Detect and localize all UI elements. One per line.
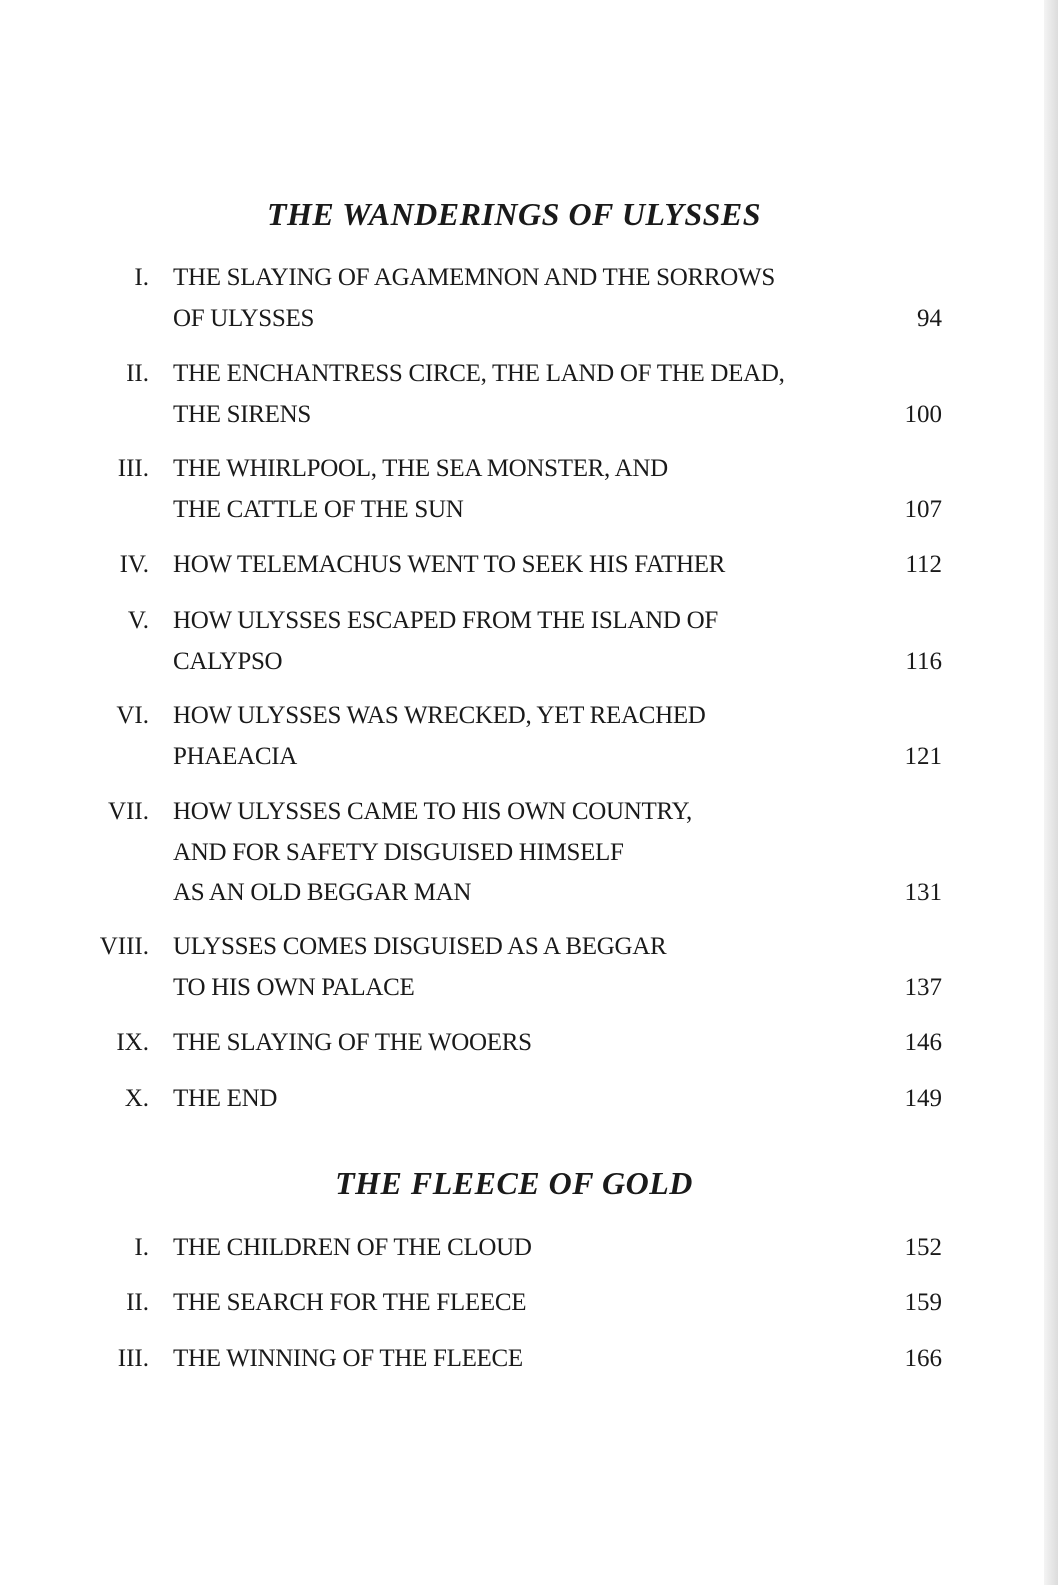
page-edge-shadow <box>1044 0 1058 1585</box>
section-title: THE WANDERINGS OF ULYSSES <box>266 196 762 232</box>
chapter-numeral: II. <box>126 360 149 387</box>
chapter-title-line: CALYPSO <box>173 647 283 675</box>
section-title: THE FLEECE OF GOLD <box>335 1165 693 1201</box>
page-number: 112 <box>905 551 942 578</box>
chapter-title-line: THE WINNING OF THE FLEECE <box>173 1345 523 1372</box>
page-number: 159 <box>904 1289 942 1316</box>
chapter-title-line: HOW ULYSSES WAS WRECKED, YET REACHED <box>173 702 706 729</box>
chapter-title-line: OF ULYSSES <box>173 304 315 332</box>
chapter-title-line: THE SEARCH FOR THE FLEECE <box>173 1289 527 1316</box>
chapter-title-line: THE CHILDREN OF THE CLOUD <box>173 1234 532 1261</box>
chapter-numeral: III. <box>117 1345 149 1372</box>
page-number: 131 <box>904 879 942 906</box>
page-number: 166 <box>904 1345 942 1372</box>
chapter-title-line: THE CATTLE OF THE SUN <box>173 495 464 523</box>
chapter-numeral: VIII. <box>99 933 149 960</box>
chapter-numeral: V. <box>127 607 149 634</box>
chapter-numeral: I. <box>134 264 149 291</box>
page-number: 149 <box>904 1085 942 1112</box>
chapter-numeral: III. <box>117 455 149 482</box>
chapter-numeral: VI. <box>116 702 149 729</box>
chapter-numeral: I. <box>134 1234 149 1261</box>
chapter-numeral: IV. <box>119 551 149 578</box>
page-number: 146 <box>904 1029 942 1056</box>
page-number: 94 <box>917 304 942 332</box>
chapter-title-line: AND FOR SAFETY DISGUISED HIMSELF <box>173 838 624 866</box>
chapter-numeral: II. <box>126 1289 149 1316</box>
chapter-title-line: THE SIRENS <box>173 400 311 428</box>
chapter-title-line: HOW ULYSSES ESCAPED FROM THE ISLAND OF <box>173 607 718 634</box>
chapter-title-line: HOW ULYSSES CAME TO HIS OWN COUNTRY, <box>173 798 692 825</box>
chapter-title-line: PHAEACIA <box>173 742 297 770</box>
chapter-title-line: THE ENCHANTRESS CIRCE, THE LAND OF THE DEAD, <box>173 360 785 387</box>
page-number: 107 <box>904 495 942 523</box>
chapter-title-line: THE END <box>173 1085 278 1112</box>
chapter-title-line: THE SLAYING OF AGAMEMNON AND THE SORROWS <box>173 264 775 291</box>
chapter-title-line: ULYSSES COMES DISGUISED AS A BEGGAR <box>173 933 667 960</box>
page-number: 152 <box>904 1234 942 1261</box>
chapter-title-line: TO HIS OWN PALACE <box>173 973 415 1001</box>
chapter-title-line: AS AN OLD BEGGAR MAN <box>173 879 472 906</box>
page-number: 121 <box>904 742 942 770</box>
page-number: 116 <box>905 647 942 675</box>
page-number: 100 <box>904 400 942 428</box>
page-number: 137 <box>904 973 942 1001</box>
chapter-title-line: THE WHIRLPOOL, THE SEA MONSTER, AND <box>173 455 668 482</box>
chapter-numeral: VII. <box>108 798 149 825</box>
chapter-numeral: IX. <box>116 1029 149 1056</box>
chapter-numeral: X. <box>124 1085 149 1112</box>
chapter-title-line: HOW TELEMACHUS WENT TO SEEK HIS FATHER <box>173 551 726 578</box>
chapter-title-line: THE SLAYING OF THE WOOERS <box>173 1029 532 1056</box>
